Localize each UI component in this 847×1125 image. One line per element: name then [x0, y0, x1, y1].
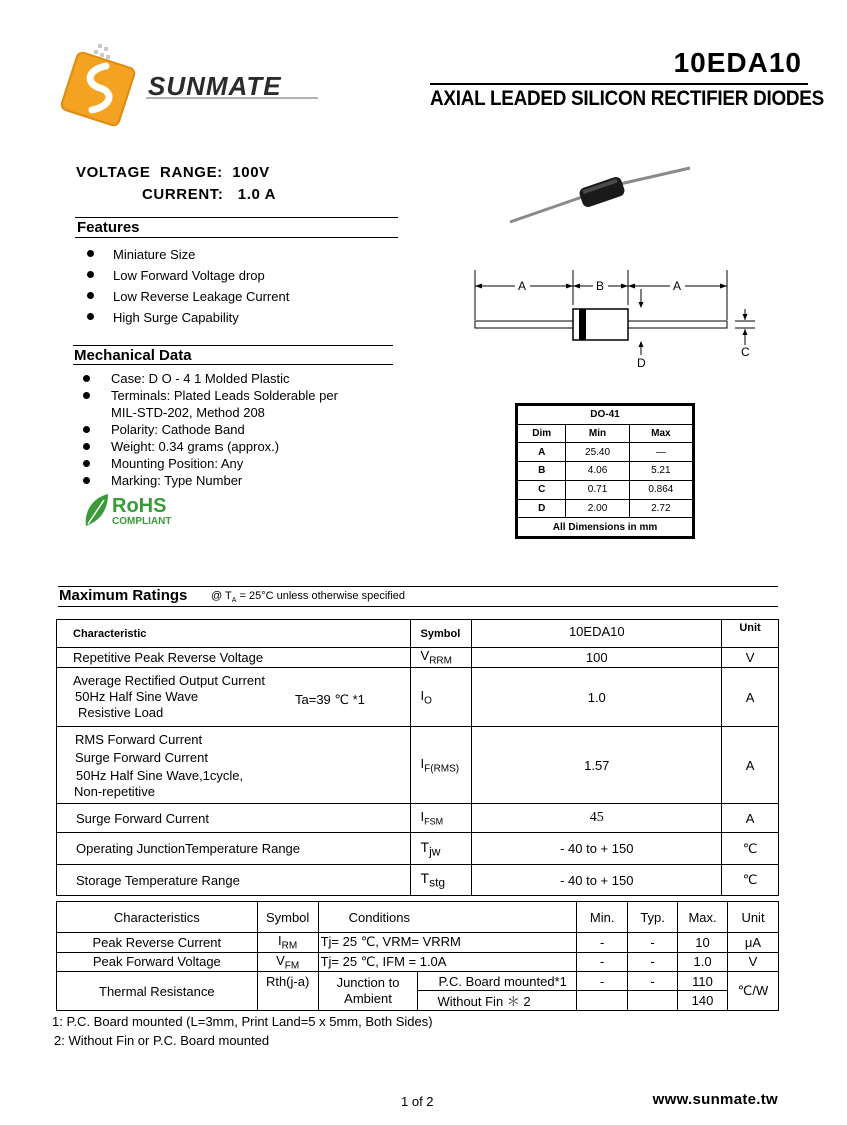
table-cell: B [518, 462, 566, 481]
condition-text: = 25°C unless otherwise specified [236, 590, 405, 602]
table-cell: Storage Temperature Range [57, 865, 411, 896]
table-row [57, 727, 779, 804]
voltage-range: VOLTAGE RANGE: 100V [76, 164, 270, 181]
table-cell [410, 865, 472, 896]
list-item: High Surge Capability [84, 309, 289, 330]
cell-line: Surge Forward Current [75, 750, 208, 765]
table-cell: Repetitive Peak Reverse Voltage [57, 648, 411, 668]
table-cell: Tj= 25 ℃, VRM= VRRM [318, 933, 577, 953]
list-item: MIL-STD-202, Method 208 [111, 405, 265, 420]
features-title: Features [77, 219, 140, 236]
table-cell: - [577, 933, 628, 953]
column-header: Min. [577, 902, 628, 933]
mechanical-title: Mechanical Data [74, 347, 192, 364]
table-cell [318, 972, 418, 1011]
table-cell [257, 952, 318, 972]
table-cell: Peak Forward Voltage [57, 952, 258, 972]
table-cell: - 40 to + 150 [472, 833, 722, 865]
list-item: Mounting Position: Any [80, 455, 338, 472]
table-cell: - [577, 972, 628, 991]
list-item: Low Reverse Leakage Current [84, 288, 289, 309]
dim-label-d: D [637, 356, 646, 370]
table-cell: - [628, 933, 678, 953]
table-row [518, 499, 693, 518]
table-cell [57, 727, 411, 804]
mechanical-top-rule [73, 345, 393, 346]
table-cell: 4.06 [566, 462, 629, 481]
table-cell: - [577, 952, 628, 972]
list-item: Weight: 0.34 grams (approx.) [80, 438, 338, 455]
table-cell: 100 [472, 648, 722, 668]
mechanical-list [80, 370, 338, 489]
table-cell: A [722, 727, 779, 804]
diode-photo [505, 160, 695, 230]
table-cell: 1.0 [472, 668, 722, 727]
dim-label-c: C [741, 345, 750, 359]
column-header: Unit [722, 620, 779, 648]
table-cell: ℃ [722, 865, 779, 896]
symbol-subscript: F(RMS) [424, 763, 460, 775]
table-cell: — [629, 443, 692, 462]
table-cell: - [628, 972, 678, 991]
table-cell [257, 933, 318, 953]
sunmate-logo [56, 44, 326, 130]
features-bottom-rule [75, 237, 398, 238]
list-item: Polarity: Cathode Band [80, 421, 338, 438]
table-row [57, 865, 779, 896]
column-header: Dim [518, 424, 566, 443]
cell-line: Non-repetitive [74, 784, 155, 799]
dim-label-a: A [518, 279, 527, 293]
table-cell [410, 648, 472, 668]
symbol-text: V [276, 952, 285, 968]
column-header: Max. [678, 902, 728, 933]
column-header: Characteristics [57, 902, 258, 933]
cell-line: RMS Forward Current [75, 732, 203, 747]
table-cell: ℃ [722, 833, 779, 865]
cell-line: 50Hz Half Sine Wave [75, 689, 199, 704]
footnote-1: 1: P.C. Board mounted (L=3mm, Print Land=5 x 5mm, Both Sides) [52, 1014, 433, 1029]
table-cell [410, 804, 472, 833]
part-number: 10EDA10 [673, 47, 802, 78]
symbol-text: I [420, 809, 425, 825]
dimension-footer: All Dimensions in mm [518, 518, 693, 537]
table-cell: Thermal Resistance [57, 972, 258, 1011]
current-rating: CURRENT: 1.0 A [142, 186, 277, 203]
electrical-table [56, 901, 779, 1011]
list-item: Terminals: Plated Leads Solderable per [80, 387, 338, 404]
dimension-drawing [465, 265, 765, 375]
table-cell: 5.21 [629, 462, 692, 481]
table-cell [577, 991, 628, 1011]
table-cell: - 40 to + 150 [472, 865, 722, 896]
max-ratings-table [56, 619, 779, 896]
column-header: Symbol [257, 902, 318, 933]
table-cell: P.C. Board mounted*1 [418, 972, 577, 991]
table-row [518, 443, 693, 462]
symbol-text: T [420, 870, 430, 887]
table-cell: D [518, 499, 566, 518]
column-header: Conditions [318, 902, 577, 933]
table-cell: Operating JunctionTemperature Range [57, 833, 411, 865]
website-link[interactable]: www.sunmate.tw [652, 1091, 778, 1108]
table-cell: Rth(j-a) [257, 972, 318, 1011]
table-row [518, 480, 693, 499]
column-header: 10EDA10 [472, 620, 722, 648]
symbol-text: I [420, 755, 425, 771]
column-header: Characteristic [57, 620, 411, 648]
brand-wordmark: SUNMATE [148, 71, 282, 101]
table-cell: μA [728, 933, 779, 953]
table-cell [410, 833, 472, 865]
rohs-badge [82, 492, 192, 528]
symbol-text: I [278, 933, 282, 948]
cell-line: Average Rectified Output Current [73, 673, 265, 688]
table-row [518, 462, 693, 481]
table-cell: Surge Forward Current [57, 804, 411, 833]
table-cell: Peak Reverse Current [57, 933, 258, 953]
condition-subscript: A [231, 597, 237, 605]
features-list [84, 246, 289, 330]
cell-line: Junction to [336, 975, 400, 991]
table-cell: Without Fin ＊ 2 [418, 991, 577, 1011]
table-row [57, 933, 779, 953]
symbol-subscript: stg [429, 875, 446, 890]
dim-label-b: B [596, 279, 605, 293]
table-row [57, 648, 779, 668]
column-header: Symbol [410, 620, 472, 648]
column-header: Unit [728, 902, 779, 933]
table-cell [628, 991, 678, 1011]
features-top-rule [75, 217, 398, 218]
symbol-text: I [420, 687, 425, 703]
symbol-subscript: FM [284, 960, 300, 972]
table-cell: A [518, 443, 566, 462]
dim-label-a: A [673, 279, 682, 293]
table-cell: 110 [678, 972, 728, 991]
table-cell: 140 [678, 991, 728, 1011]
table-cell [410, 727, 472, 804]
table-cell: 25.40 [566, 443, 629, 462]
column-header: Typ. [628, 902, 678, 933]
cell-line: 50Hz Half Sine Wave,1cycle, [76, 768, 244, 783]
table-cell: V [722, 648, 779, 668]
package-name: DO-41 [518, 406, 693, 425]
table-cell: A [722, 804, 779, 833]
cell-line: Ambient [344, 991, 392, 1007]
symbol-text: T [420, 838, 430, 855]
table-cell: - [628, 952, 678, 972]
list-item: Case: D O - 4 1 Molded Plastic [80, 370, 338, 387]
table-cell: 0.71 [566, 480, 629, 499]
footnote-2: 2: Without Fin or P.C. Board mounted [54, 1033, 270, 1048]
table-cell [57, 668, 411, 727]
symbol-subscript: FSM [424, 816, 444, 827]
ratings-title: Maximum Ratings [59, 587, 188, 604]
table-cell: 10 [678, 933, 728, 953]
mechanical-bottom-rule [73, 364, 393, 365]
table-cell: 1.57 [472, 727, 722, 804]
list-item: Low Forward Voltage drop [84, 267, 289, 288]
dimension-table [515, 403, 695, 539]
rohs-compliant-label: COMPLIANT [112, 516, 172, 527]
list-item: Miniature Size [84, 246, 289, 267]
symbol-subscript: RRM [429, 655, 452, 667]
symbol-text: V [420, 648, 430, 664]
column-header: Max [629, 424, 692, 443]
symbol-subscript: jw [429, 844, 441, 859]
symbol-subscript: RM [281, 940, 298, 952]
table-row [57, 804, 779, 833]
table-cell: 2.72 [629, 499, 692, 518]
table-cell: C [518, 480, 566, 499]
table-cell: 1.0 [678, 952, 728, 972]
cell-line: Resistive Load [78, 705, 164, 720]
column-header: Min [566, 424, 629, 443]
cell-condition: Ta=39 ℃ *1 [295, 692, 365, 707]
ratings-bottom-rule [58, 606, 778, 607]
table-cell: 2.00 [566, 499, 629, 518]
table-row [57, 952, 779, 972]
symbol-subscript: O [424, 695, 432, 707]
table-row [57, 833, 779, 865]
table-cell: 0.864 [629, 480, 692, 499]
table-cell: 45 [472, 804, 722, 833]
table-cell: A [722, 668, 779, 727]
table-cell: Tj= 25 ℃, IFM = 1.0A [318, 952, 577, 972]
table-cell [410, 668, 472, 727]
rohs-label: RoHS [112, 495, 167, 517]
product-subtitle: AXIAL LEADED SILICON RECTIFIER DIODES [430, 87, 824, 110]
list-item: Marking: Type Number [80, 472, 338, 489]
ratings-condition [211, 590, 405, 604]
page-number: 1 of 2 [401, 1094, 434, 1109]
table-cell: V [728, 952, 779, 972]
table-row [57, 668, 779, 727]
table-cell: ℃/W [728, 972, 779, 1011]
table-row [57, 972, 779, 991]
header-rule [430, 83, 808, 85]
condition-prefix: @ T [211, 590, 232, 602]
